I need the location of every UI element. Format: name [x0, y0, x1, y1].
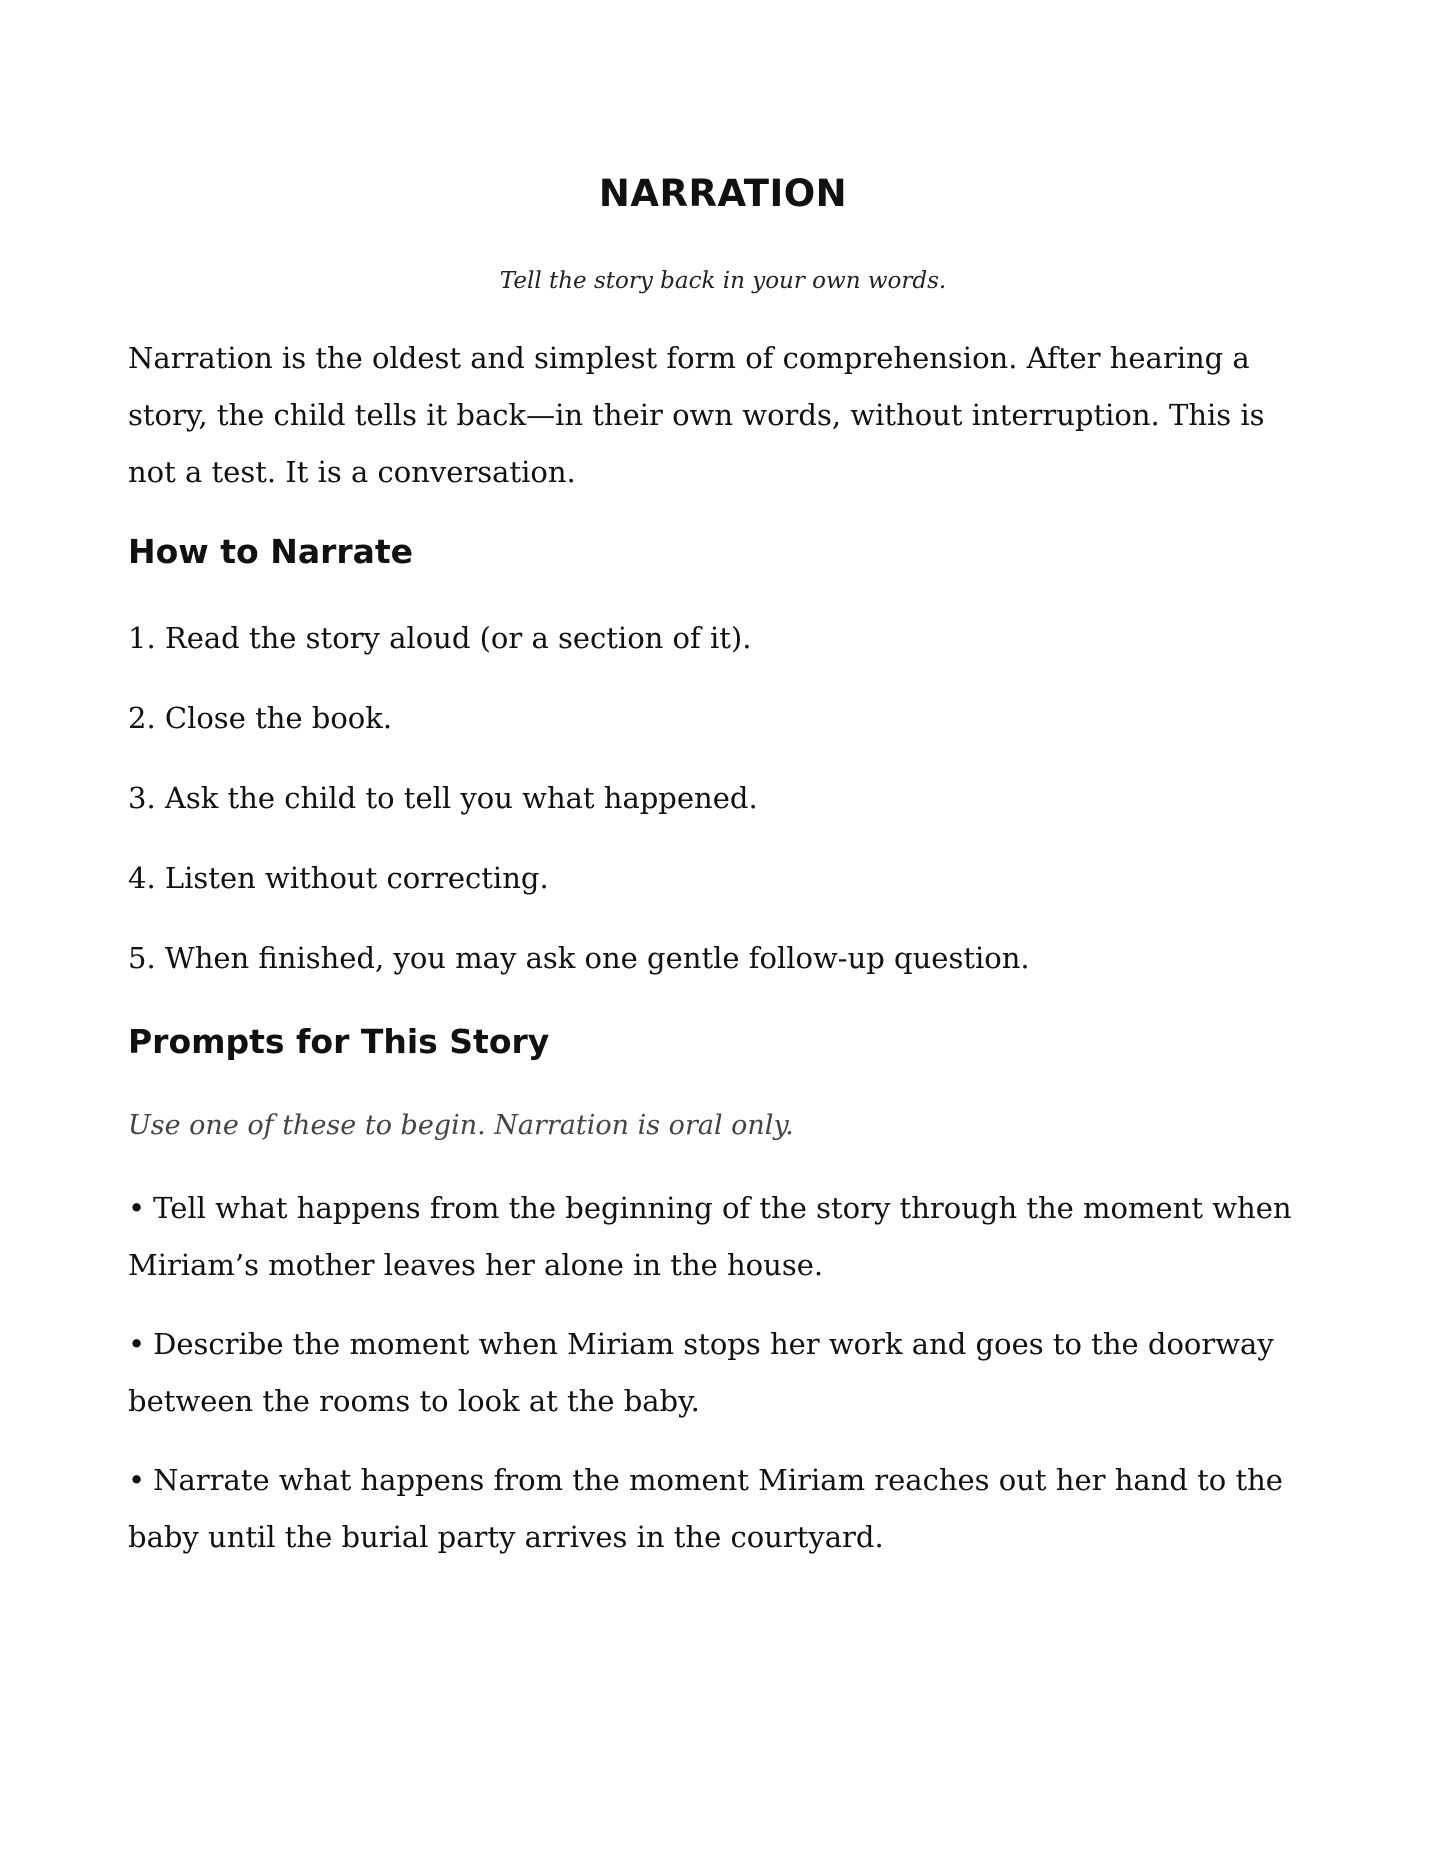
document-page: [128, 0, 1318, 1870]
how-to-heading: How to Narrate: [128, 532, 414, 571]
prompts-heading: Prompts for This Story: [128, 1022, 550, 1061]
page-subtitle: Tell the story back in your own words.: [499, 268, 947, 294]
list-item: [128, 1452, 1318, 1566]
bullet-glyph: •: [128, 1191, 146, 1225]
step-item: 2. Close the book.: [128, 701, 393, 735]
prompts-list: [128, 1180, 1318, 1588]
list-item: [128, 1316, 1318, 1430]
step-item: 4. Listen without correcting.: [128, 861, 549, 895]
intro-paragraph: Narration is the oldest and simplest form of comprehension. After hearing a story, the child tells it back—in their own words, without interruption. This is not a test. It is a conversation.: [128, 341, 1265, 489]
page-title: NARRATION: [598, 172, 848, 215]
prompt-text: Describe the moment when Miriam stops her work and goes to the doorway between the rooms to look at the baby.: [128, 1327, 1274, 1418]
step-item: 5. When finished, you may ask one gentle follow-up question.: [128, 941, 1030, 975]
step-item: 3. Ask the child to tell you what happened.: [128, 781, 758, 815]
bullet-glyph: •: [128, 1327, 146, 1361]
prompt-text: Tell what happens from the beginning of the story through the moment when Miriam’s mother leaves her alone in the house.: [128, 1191, 1292, 1282]
prompt-text: Narrate what happens from the moment Miriam reaches out her hand to the baby until the burial party arrives in the courtyard.: [128, 1463, 1283, 1554]
prompts-note: Use one of these to begin. Narration is oral only.: [128, 1110, 794, 1141]
bullet-glyph: •: [128, 1463, 146, 1497]
steps-list: [128, 618, 1318, 1018]
list-item: [128, 1180, 1318, 1294]
step-item: 1. Read the story aloud (or a section of it).: [128, 621, 752, 655]
